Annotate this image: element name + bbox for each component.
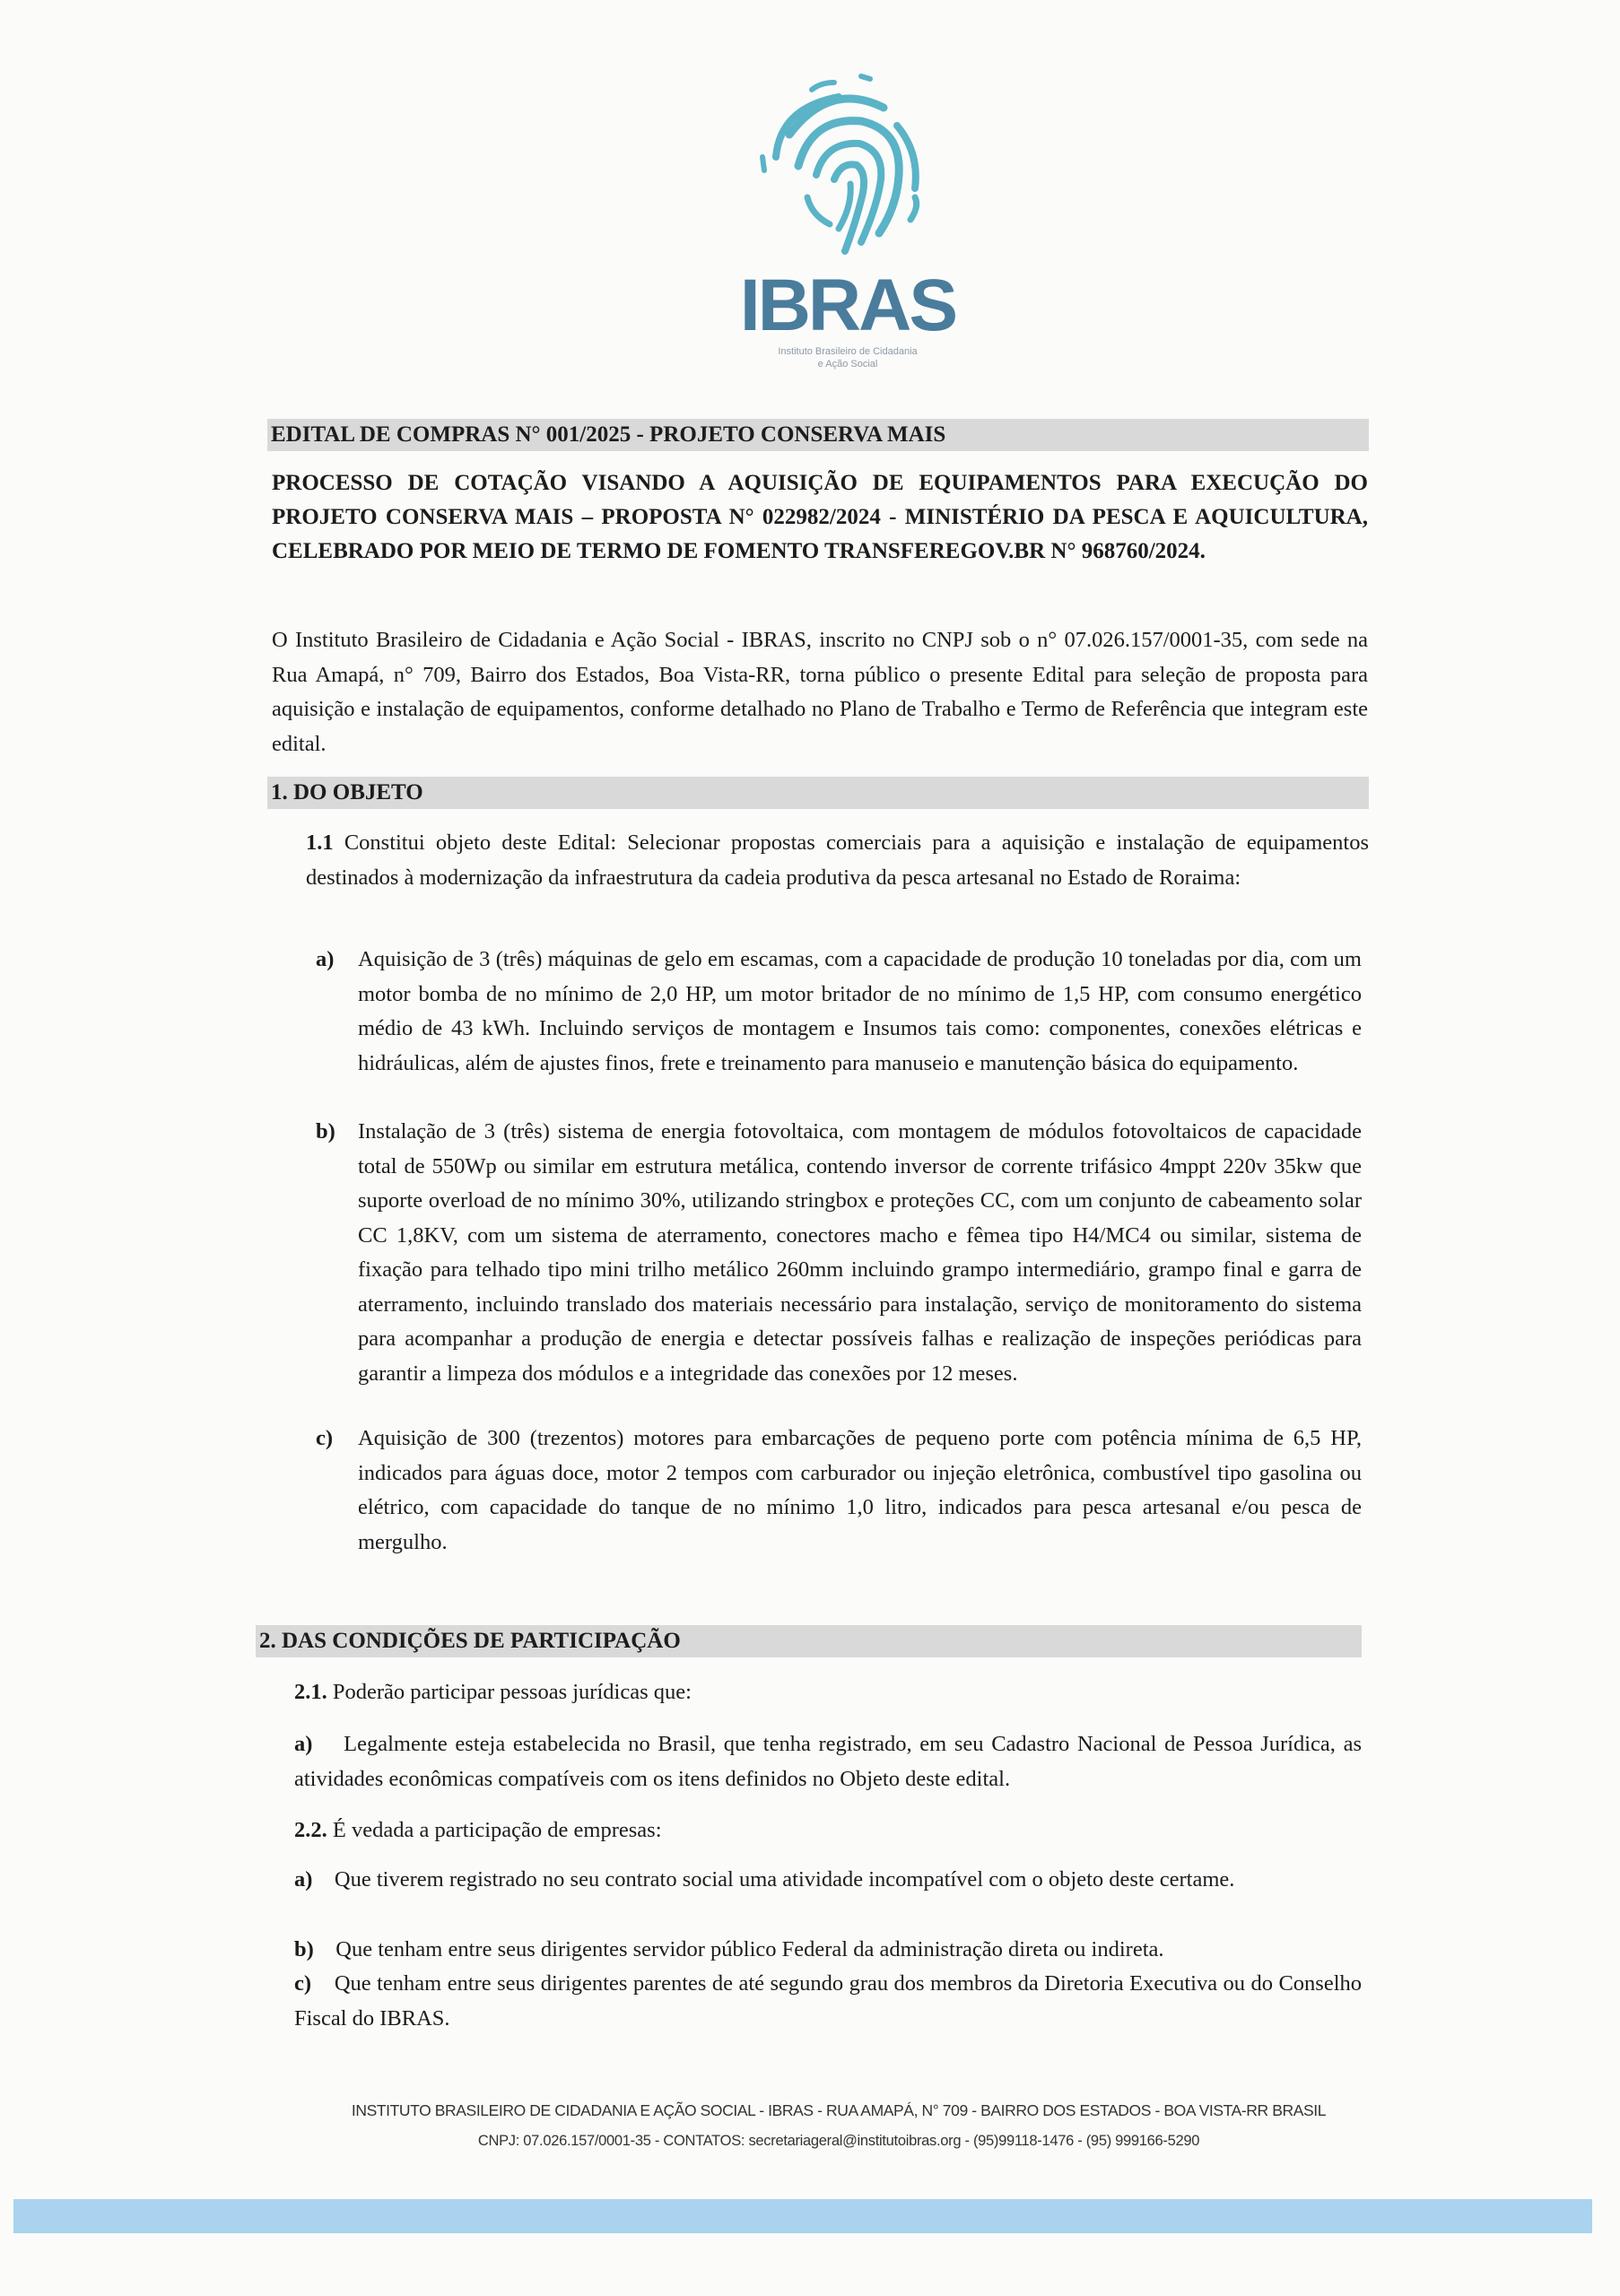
item-marker: a) xyxy=(316,947,335,971)
logo-wordmark: IBRAS xyxy=(739,265,956,346)
section-2-heading: 2. DAS CONDIÇÕES DE PARTICIPAÇÃO xyxy=(256,1625,1362,1657)
item-text: Que tenham entre seus dirigentes parentes de até segundo grau dos membros da Diretoria Executiva ou do Conselho Fiscal do IBRAS. xyxy=(294,1971,1362,2031)
item-text: Que tiverem registrado no seu contrato social uma atividade incompatível com o objeto deste certame. xyxy=(334,1867,1235,1892)
edital-header-bar: EDITAL DE COMPRAS N° 001/2025 - PROJETO CONSERVA MAIS xyxy=(267,419,1369,451)
item-marker: b) xyxy=(316,1119,335,1144)
clause-1-1-number: 1.1 xyxy=(306,831,334,855)
object-item-c xyxy=(316,1422,1362,1561)
object-item-a xyxy=(316,943,1362,1113)
item-text: Aquisição de 300 (trezentos) motores para embarcações de pequeno porte com potência mínima de 6,5 HP, indicados para águas doce, motor 2 tempos com carburador ou injeção eletrônica, combustível tipo gasolina ou elétrico, com capacidade do tanque de no mínimo 1,0 litro, indicados para pesca artesanal e/ou pesca de mergulho. xyxy=(358,1426,1362,1554)
item-marker: a) xyxy=(294,1732,313,1756)
section-1-heading: 1. DO OBJETO xyxy=(267,777,1369,809)
clause-2-2-text: É vedada a participação de empresas: xyxy=(332,1818,662,1842)
clause-1-1-text: Constitui objeto deste Edital: Selecionar propostas comerciais para a aquisição e instalação de equipamentos destinados à modernização da infraestrutura da cadeia produtiva da pesca artesanal no Estado de Roraima: xyxy=(306,831,1369,890)
process-title: PROCESSO DE COTAÇÃO VISANDO A AQUISIÇÃO DE EQUIPAMENTOS PARA EXECUÇÃO DO PROJETO CONSERVA MAIS – PROPOSTA N° 022982/2024 - MINISTÉRIO DA PESCA E AQUICULTURA, CELEBRADO POR MEIO DE TERMO DE FOMENTO TRANSFEREGOV.BR N° 968760/2024. xyxy=(272,471,1368,563)
fingerprint-brazil-map-icon xyxy=(727,72,969,278)
clause-1-1 xyxy=(306,826,1369,895)
clause-2-2 xyxy=(294,1813,1362,1848)
ibras-logo xyxy=(727,72,969,386)
clause-2-1-text: Poderão participar pessoas jurídicas que: xyxy=(332,1680,692,1704)
item-text: Aquisição de 3 (três) máquinas de gelo em escamas, com a capacidade de produção 10 toneladas por dia, com um motor bomba de no mínimo de 2,0 HP, um motor britador de no mínimo de 1,5 HP, com consumo energético médio de 43 kWh. Incluindo serviços de montagem e Insumos tais como: componentes, conexões elétricas e hidráulicas, além de ajustes finos, frete e treinamento para manuseio e manutenção básica do equipamento. xyxy=(358,947,1362,1075)
logo-subtitle-line2: e Ação Social xyxy=(817,359,878,370)
item-text: Instalação de 3 (três) sistema de energia fotovoltaica, com montagem de módulos fotovoltaicos de capacidade total de 550Wp ou similar em estrutura metálica, contendo inversor de corrente trifásico 4mppt 220v 35kw que suporte overload de no mínimo 30%, utilizando stringbox e proteções CC, com um conjunto de cabeamento solar CC 1,8KV, com um sistema de aterramento, conectores macho e fêmea tipo H4/MC4 ou similar, sistema de fixação para telhado tipo mini trilho metálico 260mm incluindo grampo intermediário, grampo final e garra de aterramento, incluindo translado dos materiais necessário para instalação, serviço de monitoramento do sistema para acompanhar a produção de energia e detectar possíveis falhas e realização de inspeções periódicas para garantir a limpeza dos módulos e a integridade das conexões por 12 meses. xyxy=(358,1119,1362,1386)
clause-2-1-item-a xyxy=(294,1727,1362,1796)
item-marker: c) xyxy=(316,1426,334,1450)
clause-2-2-item-a xyxy=(294,1863,1362,1898)
clause-2-2-number: 2.2. xyxy=(294,1818,327,1842)
clause-2-2-item-b xyxy=(294,1933,1362,1968)
item-marker: c) xyxy=(294,1971,312,1996)
footer-address: INSTITUTO BRASILEIRO DE CIDADANIA E AÇÃO SOCIAL - IBRAS - RUA AMAPÁ, N° 709 - BAIRRO DOS ESTADOS - BOA VISTA-RR BRASIL xyxy=(351,2101,1327,2119)
item-text: Que tenham entre seus dirigentes servidor público Federal da administração direta ou indireta. xyxy=(335,1937,1164,1961)
item-marker: a) xyxy=(294,1867,313,1892)
intro-paragraph: O Instituto Brasileiro de Cidadania e Ação Social - IBRAS, inscrito no CNPJ sob o n° 07.026.157/0001-35, com sede na Rua Amapá, n° 709, Bairro dos Estados, Boa Vista-RR, torna público o presente Edital para seleção de proposta para aquisição e instalação de equipamentos, conforme detalhado no Plano de Trabalho e Termo de Referência que integram este edital. xyxy=(272,628,1368,756)
footer-contacts: CNPJ: 07.026.157/0001-35 - CONTATOS: secretariageral@institutoibras.org - (95)99118-1476 - (95) 999166-5290 xyxy=(477,2133,1200,2149)
item-marker: b) xyxy=(294,1937,314,1961)
clause-2-2-item-c xyxy=(294,1967,1362,2036)
item-text: Legalmente esteja estabelecida no Brasil, que tenha registrado, em seu Cadastro Nacional de Pessoa Jurídica, as atividades econômicas compatíveis com os itens definidos no Objeto deste edital. xyxy=(294,1732,1363,1791)
logo-subtitle xyxy=(727,345,969,370)
footer-band xyxy=(13,2199,1592,2233)
clause-2-1 xyxy=(294,1675,1362,1710)
logo-subtitle-line1: Instituto Brasileiro de Cidadania xyxy=(778,346,918,357)
clause-2-1-number: 2.1. xyxy=(294,1680,327,1704)
object-item-b xyxy=(316,1115,1362,1420)
